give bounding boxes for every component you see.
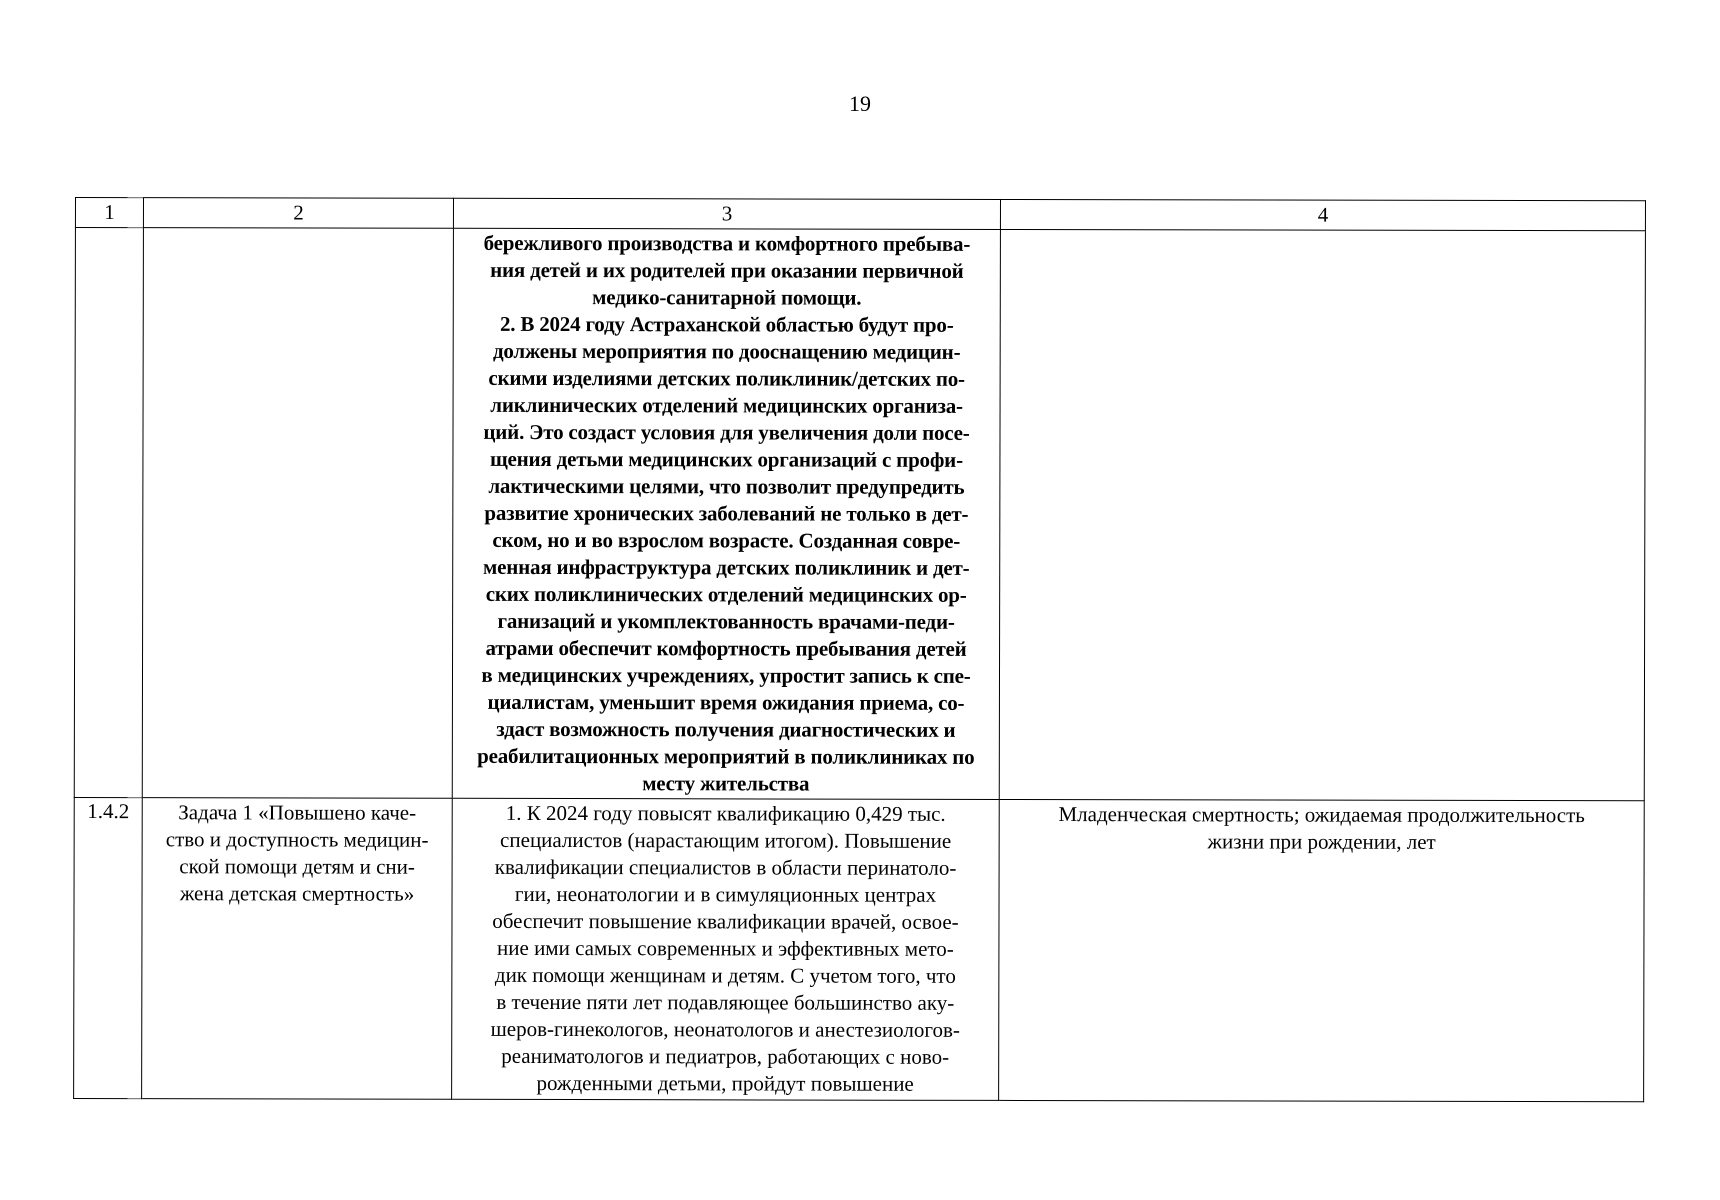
text-line: ликлинических отделений медицинских организа-	[490, 392, 963, 418]
main-table	[73, 197, 1646, 1102]
text-line: месту жительства	[642, 771, 810, 796]
text-line: в течение пяти лет подавляющее большинство аку-	[496, 989, 955, 1015]
task-cell	[142, 228, 453, 799]
text-line: менная инфраструктура детских поликлиник и дет-	[482, 554, 970, 580]
text-line: развитие хронических заболеваний не только в дет-	[484, 500, 969, 526]
text-line: гии, неонатологии и в симуляционных центрах	[514, 881, 937, 907]
row-number	[74, 228, 143, 798]
row-number: 1.4.2	[74, 797, 143, 1098]
text-line: лактическими целями, что позволит предупредить	[488, 473, 965, 499]
indicator-cell	[999, 799, 1645, 1101]
text-line: ций. Это создаст условия для увеличения доли посе-	[483, 419, 970, 445]
text-line: ния детей и их родителей при оказании первичной	[490, 257, 964, 283]
text-line: должены мероприятия по дооснащению медицин-	[492, 338, 961, 364]
text-line: рожденными детьми, пройдут повышение	[536, 1070, 914, 1096]
text-line: шеров-гинекологов, неонатологов и анестезиологов-	[490, 1016, 960, 1042]
text-line: дик помощи женщинам и детям. С учетом того, что	[494, 962, 956, 988]
header-col-1: 1	[75, 198, 143, 228]
text-line: циалистам, уменьшит время ожидания приема, со-	[487, 689, 965, 715]
indicator-cell	[999, 229, 1645, 800]
text-line: 1. К 2024 году повысят квалификацию 0,429 тыс.	[505, 800, 946, 826]
text-line: квалификации специалистов в области перинатоло-	[494, 854, 957, 880]
text-line: ских поликлинических отделений медицинских ор-	[485, 581, 967, 607]
text-line: скими изделиями детских поликлиник/детских по-	[488, 365, 965, 391]
text-line: 2. В 2024 году Астраханской областью будут про-	[499, 311, 954, 337]
text-line: ской помощи детям и сни-	[179, 854, 415, 879]
text-line: обеспечит повышение квалификации врачей, освое-	[492, 908, 959, 934]
header-col-4: 4	[1000, 199, 1645, 230]
text-line: реабилитационных мероприятий в поликлиниках по	[477, 743, 975, 769]
text-line: ние ими самых современных и эффективных мето-	[497, 935, 954, 961]
text-line: ство и доступность медицин-	[165, 827, 429, 852]
table-row	[74, 797, 1645, 1101]
description-cell	[452, 228, 1000, 799]
task-cell	[142, 798, 453, 1100]
header-col-2: 2	[143, 198, 453, 229]
text-line: Младенческая смертность; ожидаемая продолжительность	[1058, 802, 1585, 828]
description-cell	[452, 798, 1000, 1100]
table-row	[74, 228, 1645, 801]
text-line: здаст возможность получения диагностических и	[496, 716, 956, 742]
text-line: жена детская смертность»	[179, 881, 415, 906]
text-line: щения детьми медицинских организаций с профи-	[489, 446, 963, 472]
page-number: 19	[849, 91, 871, 116]
text-line: атрами обеспечит комфортность пребывания детей	[485, 635, 967, 661]
header-col-3: 3	[453, 198, 1000, 229]
text-line: ганизаций и укомплектованность врачами-педи-	[497, 608, 955, 634]
text-line: в медицинских учреждениях, упростит запись к спе-	[481, 662, 971, 688]
text-line: жизни при рождении, лет	[1207, 829, 1436, 854]
text-line: бережливого производства и комфортного пребыва-	[483, 230, 971, 256]
text-line: медико-санитарной помощи.	[592, 285, 862, 310]
text-line: Задача 1 «Повышено каче-	[178, 800, 417, 825]
text-line: ском, но и во взрослом возрасте. Созданная совре-	[492, 527, 961, 553]
text-line: специалистов (нарастающим итогом). Повышение	[500, 827, 952, 853]
text-line: реаниматологов и педиатров, работающих с ново-	[501, 1043, 950, 1069]
header-row	[75, 198, 1645, 231]
